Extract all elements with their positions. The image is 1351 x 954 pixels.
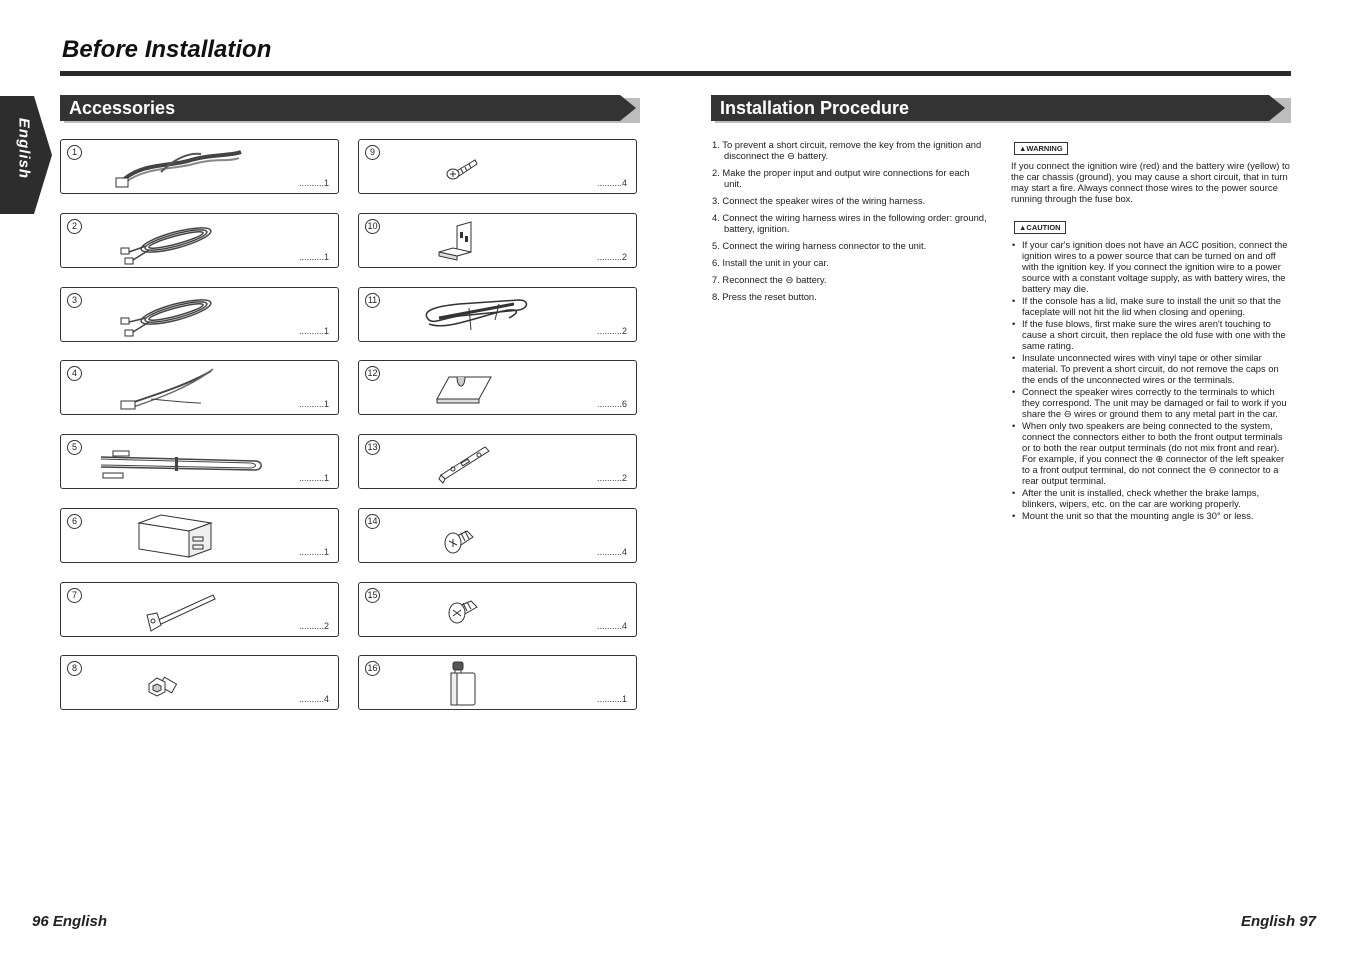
accessory-item-8 [60,655,339,710]
bracket-icon [399,216,579,266]
accessory-item-5 [60,434,339,489]
long-cable-icon [101,437,281,487]
item-number: 16 [365,661,380,676]
item-quantity: ..........1 [298,399,329,409]
item-number: 6 [67,514,82,529]
speaker-cable-icon [101,216,281,266]
item-quantity: ..........1 [298,252,329,262]
item-number: 12 [365,366,380,381]
item-quantity: ..........1 [298,178,329,188]
item-quantity: ..........4 [298,694,329,704]
item-number: 10 [365,219,380,234]
caution-list [1011,239,1291,521]
item-number: 15 [365,588,380,603]
accessory-item-6 [60,508,339,563]
item-quantity: ..........2 [298,621,329,631]
accessory-item-13 [358,434,637,489]
wire-tie-icon [399,290,579,340]
accessory-item-15 [358,582,637,637]
step-4: 4. Connect the wiring harness wires in the following order: ground, battery, ignition. [712,212,987,234]
item-quantity: ..........1 [298,473,329,483]
item-number: 1 [67,145,82,160]
step-6: 6. Install the unit in your car. [712,257,829,268]
accessory-item-14 [358,508,637,563]
item-number: 13 [365,440,380,455]
caution-badge: ▲CAUTION [1014,221,1066,234]
page-title: Before Installation [62,36,272,63]
accessory-item-11 [358,287,637,342]
caution-item: • Insulate unconnected wires with vinyl tape or other similar material. To prevent a short circuit, do not remove the caps on the ends of the unconnected wires or the terminals. [1011,352,1291,385]
caution-item: • If the console has a lid, make sure to install the unit so that the faceplate will not hit the lid when closing and opening. [1011,295,1291,317]
phillips-screw-icon [399,585,579,635]
step-7: 7. Reconnect the ⊖ battery. [712,274,827,285]
removal-tool-icon [101,585,281,635]
item-number: 3 [67,293,82,308]
connector-cable-icon [101,363,281,413]
accessory-item-4 [60,360,339,415]
side-tab-label: English [15,117,33,180]
item-number: 2 [67,219,82,234]
installation-heading-text: Installation Procedure [720,98,910,118]
wiring-harness-icon [101,142,281,192]
accessory-item-3 [60,287,339,342]
caution-item: • Connect the speaker wires correctly to the terminals to which they correspond. The unit may be damaged or fail to work if you share the ⊖ wires or ground them to any metal part in the car. [1011,386,1291,419]
item-quantity: ..........1 [298,547,329,557]
adhesive-pad-icon [399,363,579,413]
screw-icon [399,142,579,192]
warning-text: If you connect the ignition wire (red) and the battery wire (yellow) to the car chassis (ground), you may cause a short circuit, that in turn may start a fire. Always connect those wires to the power source running through the fuse box. [1011,160,1290,204]
installation-steps [712,139,987,308]
caution-item: • Mount the unit so that the mounting angle is 30° or less. [1011,510,1291,521]
step-8: 8. Press the reset button. [712,291,817,302]
item-quantity: ..........4 [596,621,627,631]
item-quantity: ..........1 [298,326,329,336]
accessory-item-2 [60,213,339,268]
item-number: 11 [365,293,380,308]
caution-item: • When only two speakers are being connected to the system, connect the connectors either to both the front output terminals or to both the rear output terminals (do not mix front and rear). For example, if you connect the ⊕ connector of the left speaker to a front output terminal, do not connect the ⊖ connector to a rear output terminal. [1011,420,1291,486]
accessories-heading-text: Accessories [69,98,176,118]
item-number: 5 [67,440,82,455]
step-5: 5. Connect the wiring harness connector to the unit. [712,240,927,251]
warning-badge: ▲WARNING [1014,142,1068,155]
speaker-cable-icon [101,290,281,340]
item-number: 9 [365,145,380,160]
bolt-icon [101,658,281,708]
caution-item: • If the fuse blows, first make sure the wires aren't touching to cause a short circuit, then replace the old fuse with one with the same rating. [1011,318,1291,351]
item-number: 4 [67,366,82,381]
step-3: 3. Connect the speaker wires of the wiring harness. [712,195,926,206]
item-number: 8 [67,661,82,676]
step-2: 2. Make the proper input and output wire connections for each unit. [712,167,970,189]
caution-item: • After the unit is installed, check whether the brake lamps, blinkers, wipers, etc. on the car are working properly. [1011,487,1291,509]
item-number: 14 [365,514,380,529]
item-quantity: ..........2 [596,473,627,483]
item-quantity: ..........2 [596,326,627,336]
accessory-item-16 [358,655,637,710]
accessory-item-9 [358,139,637,194]
accessory-item-7 [60,582,339,637]
warning-caution-column [1011,142,1291,522]
title-rule [60,71,1291,76]
step-1: 1. To prevent a short circuit, remove the key from the ignition and disconnect the ⊖ battery. [712,139,982,161]
caution-item: • If your car's ignition does not have an ACC position, connect the ignition wires to a power source that can be turned on and off with the ignition key. If you connect the ignition wire to a power source with a constant voltage supply, as with battery wires, the battery may die. [1011,239,1291,294]
accessory-item-10 [358,213,637,268]
mounting-sleeve-icon [101,511,281,561]
bottle-icon [399,658,579,708]
item-quantity: ..........4 [596,178,627,188]
page-number-right: English 97 [1240,913,1316,930]
item-quantity: ..........1 [596,694,627,704]
accessory-item-12 [358,360,637,415]
item-quantity: ..........6 [596,399,627,409]
item-quantity: ..........4 [596,547,627,557]
metal-strap-icon [399,437,579,487]
page-number-left: 96 English [32,913,108,930]
flat-screw-icon [399,511,579,561]
accessories-heading [60,95,640,125]
installation-heading [711,95,1291,125]
item-quantity: ..........2 [596,252,627,262]
item-number: 7 [67,588,82,603]
accessory-item-1 [60,139,339,194]
